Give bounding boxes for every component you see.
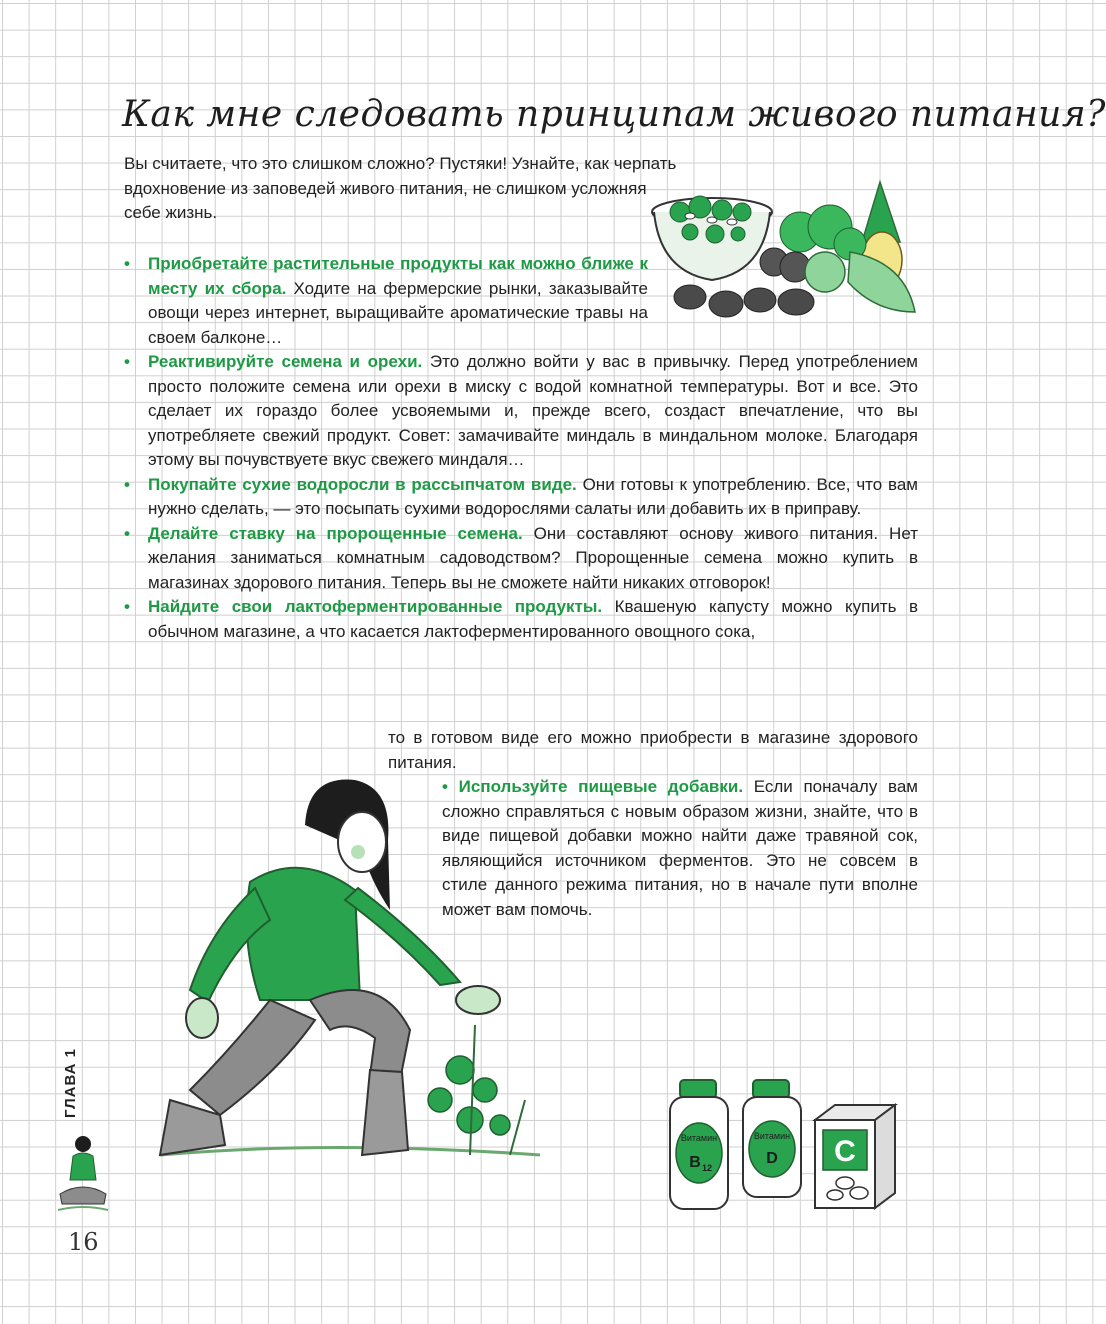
- d-letter: D: [766, 1150, 778, 1167]
- item-text: Если поначалу вам сложно справляться с новым образом жизни, знайте, что в виде пищевой добавки можно найти даже травяной сок, являющийся источником ферментов. Это не совсем в стиле данного режима питания, но в начале пути вполне может вам помочь.: [442, 777, 918, 919]
- item-lead: Делайте ставку на пророщенные семена.: [148, 523, 523, 543]
- bullet: •: [124, 597, 130, 616]
- list-item: [124, 473, 918, 522]
- chapter-label: ГЛАВА 1: [62, 1048, 79, 1118]
- item-lead: Приобретайте растительные продукты как можно ближе к месту их сбора.: [148, 254, 648, 298]
- supplements-illustration: [665, 1075, 915, 1225]
- tips-list: [124, 252, 918, 644]
- bullet: •: [124, 474, 130, 494]
- d-label: Витамин: [753, 1131, 791, 1141]
- list-item: [124, 522, 918, 596]
- page-number: 16: [68, 1228, 99, 1256]
- item-lead: Найдите свои лактоферментированные продукты.: [148, 597, 603, 616]
- item-text: Они готовы к употреблению. Все, что вам нужно сделать, — это посыпать сухими водорослями салаты или добавить их в приправу.: [148, 474, 918, 518]
- b12-letter: B: [689, 1154, 701, 1171]
- item-text: Ходите на фермерские рынки, заказывайте овощи через интернет, выращивайте ароматические травы на своем балконе…: [148, 278, 648, 347]
- b12-label: Витамин: [680, 1133, 718, 1143]
- bullet: •: [124, 352, 130, 371]
- gardener-illustration: [130, 770, 540, 1170]
- list-item: [124, 595, 918, 644]
- bullet: •: [124, 254, 130, 273]
- b12-index: 12: [701, 1163, 713, 1173]
- item-text: Квашеную капусту можно купить в обычном магазине, а что касается лактоферментированного овощного сока,: [148, 597, 918, 641]
- item-lead: Реактивируйте семена и орехи.: [148, 352, 423, 371]
- intro-paragraph: Вы считаете, что это слишком сложно? Пустяки! Узнайте, как черпать вдохновение из заповедей живого питания, не слишком усложняя себе жизнь.: [124, 154, 677, 222]
- c-letter: C: [834, 1135, 856, 1168]
- list-item: [124, 252, 648, 350]
- list-item: [124, 350, 918, 473]
- item-lead: Покупайте сухие водоросли в рассыпчатом виде.: [148, 474, 577, 494]
- bullet: •: [442, 777, 448, 796]
- bullet: •: [124, 523, 130, 543]
- page-title: Как мне следовать принципам живого питания?: [122, 94, 1106, 135]
- chapter-icon: [58, 1130, 108, 1214]
- item-lead: Используйте пищевые добавки.: [458, 777, 744, 796]
- item-text: Они составляют основу живого питания. Нет желания заниматься комнатным садоводством? Пророщенные семена можно купить в магазинах здорового питания. Теперь вы не сможете найти никаких отговорок!: [148, 523, 918, 592]
- item5-continuation: то в готовом виде его можно приобрести в магазине здорового питания.: [388, 728, 918, 772]
- item-text: Это должно войти у вас в привычку. Перед употреблением просто положите семена или орехи в миску с водой комнатной температуры. Вот и все. Это сделает их гораздо более усвояемыми и, прежде всего, создаст впечатление, что вы употребляете свежий продукт. Совет: замачивайте миндаль в миндальном молоке. Благодаря этому вы почувствуете вкус свежего миндаля…: [148, 352, 918, 469]
